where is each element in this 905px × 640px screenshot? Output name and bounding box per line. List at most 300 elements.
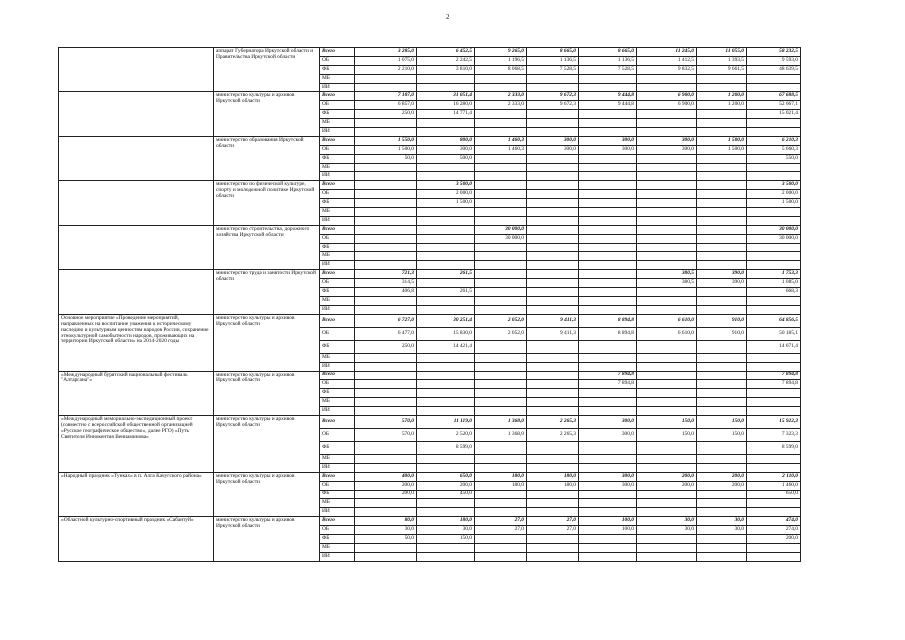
year-value-cell — [637, 199, 697, 208]
total-value-cell — [747, 398, 801, 407]
year-value-cell — [697, 543, 747, 552]
year-value-cell — [355, 362, 417, 371]
year-value-cell: 380,5 — [637, 270, 697, 279]
year-value-cell — [355, 398, 417, 407]
year-value-cell — [637, 163, 697, 172]
year-value-cell: 2 520,0 — [417, 428, 475, 441]
executor-name-cell: министерство культуры и архивов Иркутской области — [214, 517, 320, 561]
year-value-cell: 9 661,5 — [697, 65, 747, 74]
year-value-cell — [697, 296, 747, 305]
funding-source-cell: ОБ — [320, 234, 355, 243]
year-value-cell: 2 242,5 — [417, 56, 475, 65]
year-value-cell — [527, 243, 579, 252]
year-value-cell — [637, 508, 697, 517]
year-value-cell — [527, 380, 579, 389]
year-value-cell: 800,0 — [417, 136, 475, 145]
total-value-cell — [747, 362, 801, 371]
year-value-cell — [475, 288, 527, 297]
year-value-cell: 100,0 — [579, 526, 637, 535]
year-value-cell — [637, 441, 697, 454]
total-value-cell: 274,0 — [747, 526, 801, 535]
year-value-cell — [527, 288, 579, 297]
year-value-cell — [417, 208, 475, 217]
year-value-cell — [637, 340, 697, 353]
year-value-cell: 30,0 — [697, 526, 747, 535]
total-value-cell — [747, 128, 801, 137]
total-value-cell — [747, 454, 801, 463]
year-value-cell — [579, 154, 637, 163]
year-value-cell — [475, 279, 527, 288]
year-value-cell — [475, 552, 527, 561]
executor-name-cell: министерство культуры и архивов Иркутской области — [214, 472, 320, 516]
year-value-cell: 11 245,0 — [637, 48, 697, 57]
year-value-cell — [355, 74, 417, 83]
year-value-cell: 250,0 — [355, 110, 417, 119]
year-value-cell — [475, 181, 527, 190]
year-value-cell — [355, 353, 417, 362]
year-value-cell — [355, 216, 417, 225]
year-value-cell: 1 075,0 — [355, 56, 417, 65]
year-value-cell — [417, 463, 475, 472]
activity-name-cell: «Международный мемориально-экспедиционный проект (совместно с всероссийской общественной организацией «Русское географическое общество», далее РГО) «Путь Святителя Иннокентия Вениаминова» — [59, 415, 214, 472]
year-value-cell — [417, 508, 475, 517]
year-value-cell: 2 210,0 — [355, 65, 417, 74]
year-value-cell — [697, 216, 747, 225]
year-value-cell — [697, 463, 747, 472]
year-value-cell: 2 265,3 — [527, 415, 579, 428]
year-value-cell — [355, 499, 417, 508]
year-value-cell — [697, 163, 747, 172]
year-value-cell — [527, 163, 579, 172]
funding-source-cell: ОБ — [320, 56, 355, 65]
year-value-cell — [417, 407, 475, 416]
year-value-cell: 300,0 — [637, 145, 697, 154]
year-value-cell — [579, 225, 637, 234]
funding-source-cell: МБ — [320, 119, 355, 128]
year-value-cell: 11 119,0 — [417, 415, 475, 428]
year-value-cell — [637, 353, 697, 362]
activity-name-cell: «Народный праздник «Тунках» в п. Алга Качугского района» — [59, 472, 214, 516]
year-value-cell — [355, 380, 417, 389]
total-value-cell: 6 210,3 — [747, 136, 801, 145]
activity-name-cell — [59, 92, 214, 136]
year-value-cell: 31 051,4 — [417, 92, 475, 101]
year-value-cell: 300,0 — [579, 481, 637, 490]
year-value-cell — [417, 119, 475, 128]
funding-source-cell: ФБ — [320, 110, 355, 119]
activity-name-cell — [59, 225, 214, 269]
year-value-cell — [579, 353, 637, 362]
executor-name-cell: министерство культуры и архивов Иркутской области — [214, 371, 320, 415]
year-value-cell — [637, 128, 697, 137]
year-value-cell — [417, 252, 475, 261]
year-value-cell: 8 068,5 — [475, 65, 527, 74]
total-value-cell: 1 460,0 — [747, 481, 801, 490]
total-value-cell — [747, 552, 801, 561]
year-value-cell — [475, 380, 527, 389]
year-value-cell: 300,0 — [579, 145, 637, 154]
total-value-cell — [747, 243, 801, 252]
year-value-cell — [527, 128, 579, 137]
funding-source-cell: Всего — [320, 472, 355, 481]
year-value-cell — [355, 371, 417, 380]
year-value-cell: 9 265,0 — [475, 48, 527, 57]
year-value-cell — [527, 305, 579, 314]
year-value-cell — [475, 190, 527, 199]
year-value-cell — [697, 398, 747, 407]
year-value-cell — [637, 216, 697, 225]
total-value-cell: 1 500,0 — [747, 199, 801, 208]
funding-source-cell: ОБ — [320, 101, 355, 110]
total-value-cell: 7 323,3 — [747, 428, 801, 441]
total-value-cell: 2 110,0 — [747, 472, 801, 481]
total-value-cell — [747, 296, 801, 305]
year-value-cell — [475, 454, 527, 463]
year-value-cell — [697, 441, 747, 454]
year-value-cell: 180,0 — [475, 481, 527, 490]
year-value-cell — [697, 74, 747, 83]
year-value-cell — [527, 234, 579, 243]
year-value-cell — [527, 543, 579, 552]
year-value-cell — [637, 454, 697, 463]
year-value-cell — [527, 119, 579, 128]
year-value-cell — [355, 208, 417, 217]
year-value-cell — [527, 225, 579, 234]
year-value-cell — [579, 216, 637, 225]
year-value-cell — [355, 128, 417, 137]
funding-source-cell: ИИ — [320, 362, 355, 371]
funding-source-cell: ФБ — [320, 288, 355, 297]
year-value-cell — [697, 119, 747, 128]
year-value-cell — [475, 362, 527, 371]
total-value-cell: 67 688,5 — [747, 92, 801, 101]
year-value-cell — [417, 543, 475, 552]
year-value-cell — [697, 225, 747, 234]
year-value-cell — [527, 252, 579, 261]
year-value-cell — [579, 128, 637, 137]
year-value-cell — [527, 74, 579, 83]
executor-name-cell: аппарат Губернатора Иркутской области и Правительства Иркутской области — [214, 48, 320, 92]
year-value-cell: 9 444,8 — [579, 92, 637, 101]
total-value-cell — [747, 208, 801, 217]
year-value-cell — [527, 83, 579, 92]
year-value-cell — [579, 234, 637, 243]
year-value-cell: 1 500,0 — [697, 136, 747, 145]
total-value-cell — [747, 216, 801, 225]
year-value-cell — [697, 181, 747, 190]
total-value-cell — [747, 508, 801, 517]
year-value-cell: 1 412,5 — [637, 56, 697, 65]
year-value-cell — [417, 389, 475, 398]
total-value-cell: 30 000,0 — [747, 234, 801, 243]
year-value-cell: 7 894,8 — [579, 371, 637, 380]
year-value-cell — [579, 508, 637, 517]
year-value-cell — [475, 305, 527, 314]
year-value-cell — [355, 508, 417, 517]
funding-source-cell: ОБ — [320, 526, 355, 535]
total-value-cell: 50 185,1 — [747, 327, 801, 340]
year-value-cell: 8 665,0 — [527, 48, 579, 57]
year-value-cell — [579, 83, 637, 92]
year-value-cell — [637, 172, 697, 181]
year-value-cell — [417, 398, 475, 407]
year-value-cell — [475, 398, 527, 407]
year-value-cell: 11 055,0 — [697, 48, 747, 57]
year-value-cell — [579, 305, 637, 314]
year-value-cell — [697, 362, 747, 371]
funding-source-cell: ИИ — [320, 463, 355, 472]
year-value-cell: 1 550,0 — [355, 136, 417, 145]
year-value-cell: 3 500,0 — [417, 181, 475, 190]
table-row — [59, 472, 801, 481]
total-value-cell: 48 639,5 — [747, 65, 801, 74]
year-value-cell — [527, 261, 579, 270]
total-value-cell: 9 593,0 — [747, 56, 801, 65]
year-value-cell — [697, 552, 747, 561]
year-value-cell: 14 771,4 — [417, 110, 475, 119]
year-value-cell — [355, 552, 417, 561]
year-value-cell — [579, 172, 637, 181]
year-value-cell — [637, 225, 697, 234]
year-value-cell — [527, 371, 579, 380]
total-value-cell: 52 667,1 — [747, 101, 801, 110]
funding-source-cell: МБ — [320, 208, 355, 217]
year-value-cell — [527, 208, 579, 217]
year-value-cell: 1 368,0 — [475, 428, 527, 441]
table-row — [59, 517, 801, 526]
year-value-cell — [475, 296, 527, 305]
year-value-cell — [697, 305, 747, 314]
year-value-cell: 7 528,5 — [579, 65, 637, 74]
year-value-cell: 30 000,0 — [475, 225, 527, 234]
year-value-cell — [697, 534, 747, 543]
year-value-cell — [475, 543, 527, 552]
year-value-cell — [527, 353, 579, 362]
year-value-cell — [579, 208, 637, 217]
total-value-cell — [747, 305, 801, 314]
year-value-cell: 500,0 — [417, 154, 475, 163]
year-value-cell — [527, 463, 579, 472]
year-value-cell — [637, 543, 697, 552]
year-value-cell: 6 900,0 — [637, 101, 697, 110]
year-value-cell — [697, 190, 747, 199]
total-value-cell: 14 671,4 — [747, 340, 801, 353]
year-value-cell — [697, 243, 747, 252]
year-value-cell: 300,0 — [579, 472, 637, 481]
total-value-cell — [747, 543, 801, 552]
year-value-cell: 9 411,3 — [527, 314, 579, 327]
year-value-cell: 1 136,5 — [579, 56, 637, 65]
year-value-cell: 1 393,5 — [697, 56, 747, 65]
funding-source-cell: Всего — [320, 415, 355, 428]
year-value-cell — [355, 83, 417, 92]
year-value-cell — [697, 234, 747, 243]
year-value-cell — [579, 243, 637, 252]
year-value-cell — [637, 208, 697, 217]
year-value-cell — [579, 296, 637, 305]
funding-table — [58, 47, 801, 562]
funding-source-cell: Всего — [320, 270, 355, 279]
year-value-cell — [697, 407, 747, 416]
year-value-cell: 1 200,0 — [697, 101, 747, 110]
year-value-cell — [355, 454, 417, 463]
funding-source-cell: МБ — [320, 296, 355, 305]
funding-source-cell: Всего — [320, 517, 355, 526]
year-value-cell — [637, 380, 697, 389]
year-value-cell: 50,0 — [355, 154, 417, 163]
year-value-cell — [417, 163, 475, 172]
activity-name-cell — [59, 181, 214, 225]
year-value-cell — [475, 508, 527, 517]
year-value-cell: 7 894,8 — [579, 380, 637, 389]
funding-source-cell: МБ — [320, 398, 355, 407]
year-value-cell — [527, 407, 579, 416]
activity-name-cell — [59, 136, 214, 180]
year-value-cell — [579, 552, 637, 561]
total-value-cell: 1 085,0 — [747, 279, 801, 288]
funding-source-cell: Всего — [320, 371, 355, 380]
year-value-cell — [417, 279, 475, 288]
year-value-cell: 15 830,0 — [417, 327, 475, 340]
table-row — [59, 270, 801, 279]
year-value-cell — [355, 190, 417, 199]
year-value-cell — [637, 552, 697, 561]
year-value-cell — [637, 362, 697, 371]
year-value-cell: 30,0 — [637, 517, 697, 526]
year-value-cell — [417, 305, 475, 314]
year-value-cell: 1 200,0 — [697, 92, 747, 101]
year-value-cell — [579, 463, 637, 472]
year-value-cell — [527, 398, 579, 407]
year-value-cell — [637, 243, 697, 252]
funding-source-cell: МБ — [320, 74, 355, 83]
year-value-cell — [697, 454, 747, 463]
year-value-cell: 9 444,8 — [579, 101, 637, 110]
year-value-cell — [355, 543, 417, 552]
year-value-cell — [417, 243, 475, 252]
year-value-cell: 570,0 — [355, 428, 417, 441]
year-value-cell — [579, 407, 637, 416]
year-value-cell: 2 000,0 — [417, 190, 475, 199]
year-value-cell — [579, 534, 637, 543]
year-value-cell: 200,0 — [637, 472, 697, 481]
year-value-cell — [527, 190, 579, 199]
year-value-cell — [697, 371, 747, 380]
year-value-cell: 80,0 — [355, 517, 417, 526]
year-value-cell — [579, 74, 637, 83]
year-value-cell — [579, 261, 637, 270]
total-value-cell — [747, 163, 801, 172]
year-value-cell — [355, 252, 417, 261]
year-value-cell: 1 460,3 — [475, 145, 527, 154]
year-value-cell: 180,0 — [527, 472, 579, 481]
year-value-cell: 910,0 — [697, 314, 747, 327]
year-value-cell: 16 280,0 — [417, 101, 475, 110]
total-value-cell: 5 660,3 — [747, 145, 801, 154]
total-value-cell — [747, 252, 801, 261]
total-value-cell — [747, 172, 801, 181]
funding-source-cell: ОБ — [320, 428, 355, 441]
year-value-cell: 7 528,5 — [527, 65, 579, 74]
year-value-cell: 261,5 — [417, 288, 475, 297]
total-value-cell: 58 232,5 — [747, 48, 801, 57]
year-value-cell — [475, 340, 527, 353]
year-value-cell: 200,0 — [697, 481, 747, 490]
year-value-cell — [475, 499, 527, 508]
year-value-cell — [355, 199, 417, 208]
year-value-cell — [475, 199, 527, 208]
year-value-cell: 6 727,0 — [355, 314, 417, 327]
total-value-cell — [747, 119, 801, 128]
year-value-cell — [475, 216, 527, 225]
year-value-cell: 30,0 — [417, 526, 475, 535]
year-value-cell: 8 599,0 — [417, 441, 475, 454]
year-value-cell: 150,0 — [697, 415, 747, 428]
year-value-cell — [579, 199, 637, 208]
total-value-cell: 8 599,0 — [747, 441, 801, 454]
year-value-cell — [637, 181, 697, 190]
year-value-cell — [697, 154, 747, 163]
year-value-cell — [697, 83, 747, 92]
executor-name-cell: министерство по физической культуре, спорту и молодежной политике Иркутской области — [214, 181, 320, 225]
year-value-cell — [579, 441, 637, 454]
funding-source-cell: МБ — [320, 499, 355, 508]
year-value-cell — [579, 398, 637, 407]
year-value-cell — [417, 353, 475, 362]
funding-source-cell: ФБ — [320, 340, 355, 353]
year-value-cell: 3 285,0 — [355, 48, 417, 57]
year-value-cell: 1 500,0 — [355, 145, 417, 154]
funding-source-cell: ИИ — [320, 552, 355, 561]
year-value-cell: 14 421,4 — [417, 340, 475, 353]
year-value-cell: 3 810,0 — [417, 65, 475, 74]
year-value-cell: 30 000,0 — [475, 234, 527, 243]
year-value-cell: 150,0 — [637, 428, 697, 441]
year-value-cell — [417, 499, 475, 508]
funding-source-cell: ОБ — [320, 327, 355, 340]
page-number: 2 — [446, 13, 450, 21]
year-value-cell — [355, 261, 417, 270]
year-value-cell — [475, 270, 527, 279]
year-value-cell — [417, 234, 475, 243]
year-value-cell: 150,0 — [697, 428, 747, 441]
funding-source-cell: Всего — [320, 136, 355, 145]
year-value-cell — [637, 154, 697, 163]
year-value-cell — [527, 534, 579, 543]
year-value-cell: 180,0 — [475, 472, 527, 481]
year-value-cell — [637, 499, 697, 508]
year-value-cell: 300,0 — [579, 428, 637, 441]
year-value-cell: 27,0 — [475, 517, 527, 526]
year-value-cell — [579, 490, 637, 499]
year-value-cell — [417, 371, 475, 380]
year-value-cell — [697, 340, 747, 353]
year-value-cell — [637, 463, 697, 472]
year-value-cell: 314,5 — [355, 279, 417, 288]
funding-source-cell: ФБ — [320, 534, 355, 543]
year-value-cell — [417, 83, 475, 92]
year-value-cell — [579, 110, 637, 119]
year-value-cell — [579, 543, 637, 552]
year-value-cell — [697, 128, 747, 137]
year-value-cell — [355, 407, 417, 416]
executor-name-cell: министерство образования Иркутской области — [214, 136, 320, 180]
year-value-cell: 9 411,3 — [527, 327, 579, 340]
year-value-cell — [579, 270, 637, 279]
year-value-cell — [475, 407, 527, 416]
total-value-cell — [747, 353, 801, 362]
total-value-cell — [747, 499, 801, 508]
